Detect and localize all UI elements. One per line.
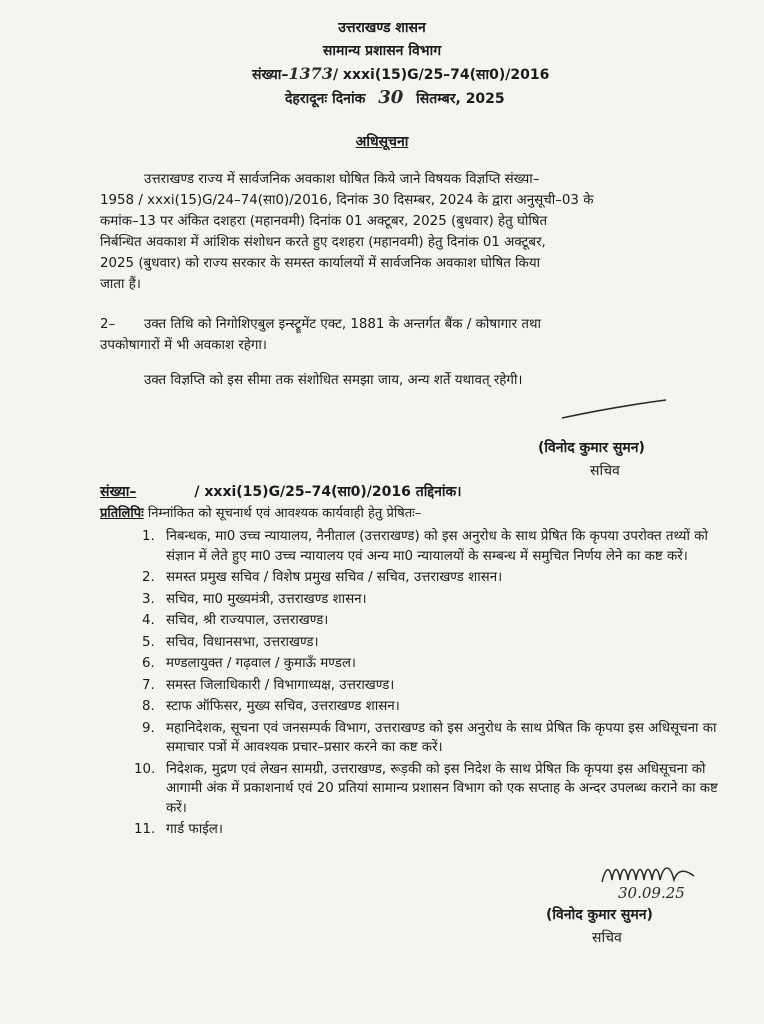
reference-number [252, 64, 549, 84]
list-item-number: 11. [134, 822, 156, 837]
list-item [118, 820, 728, 840]
list-item-text: सचिव, श्री राज्यपाल, उत्तराखण्ड। [166, 613, 329, 628]
list-item-text: समस्त प्रमुख सचिव / विशेष प्रमुख सचिव / सचिव, उत्तराखण्ड शासन। [166, 570, 503, 585]
para2-line: उक्त तिथि को निगोशिएबुल इन्स्ट्रूमेंट एक्ट, 1881 के अन्तर्गत बैंक / कोषागार तथा [144, 317, 541, 332]
copy-intro [100, 503, 421, 521]
handwritten-sign-date: 30.09.25 [618, 884, 685, 902]
para1-line: 1958 / xxxi(15)G/24–74(सा0)/2016, दिनांक 30 दिसम्बर, 2024 के द्वारा अनुसूची–03 के [100, 193, 594, 208]
recipient-list [118, 527, 728, 842]
paragraph-2 [100, 314, 728, 356]
list-item-text: समस्त जिलाधिकारी / विभागाध्यक्ष, उत्तराखण्ड। [166, 677, 395, 693]
list-item [118, 760, 728, 819]
page-title: अधिसूचना [355, 134, 409, 150]
copy-intro-text: निम्नांकित को सूचनार्थ एवं आवश्यक कार्यवाही हेतु प्रेषितः– [147, 506, 422, 521]
list-item [118, 611, 728, 631]
list-item-number: 7. [142, 677, 155, 693]
para1-line: 2025 (बुधवार) को राज्य सरकार के समस्त कार्यालयों में सार्वजनिक अवकाश घोषित किया [100, 256, 541, 271]
copy-intro-label: प्रतिलिपिः [100, 506, 144, 521]
para2-number: 2– [100, 317, 116, 332]
list-item [118, 527, 728, 566]
govt-name: उत्तराखण्ड शासन [338, 20, 426, 36]
ref-handwritten-number: 1373 [288, 64, 333, 83]
para1-line: निर्बन्धित अवकाश में आंशिक संशोधन करते हुए दशहरा (महानवमी) हेतु दिनांक 01 अक्टूबर, [100, 235, 546, 250]
list-item [118, 654, 728, 674]
list-item-text: सचिव, विधानसभा, उत्तराखण्ड। [166, 634, 319, 650]
paragraph-3: उक्त विज्ञप्ति को इस सीमा तक संशोधित समझा जाय, अन्य शर्ते यथावत् रहेगी। [144, 373, 523, 388]
list-item-text: महानिदेशक, सूचना एवं जनसम्पर्क विभाग, उत्तराखण्ड को इस अनुरोध के साथ प्रेषित कि कृपया इस अधिसूचना का समाचार पत्रों में आवश्यक प्रचार–प्रसार करने का कष्ट करें। [166, 720, 717, 755]
copy-reference [100, 482, 462, 501]
signatory-designation-2: सचिव [592, 930, 622, 946]
list-item-text: निबन्धक, मा0 उच्च न्यायालय, नैनीताल (उत्तराखण्ड) को इस अनुरोध के साथ प्रेषित कि कृपया उपरोक्त तथ्यों को संज्ञान में लेते हुए मा0 उच्च न्यायालय एवं अन्य मा0 न्यायालयों के सम्बन्ध में समुचित निर्णय लेने का कष्ट करें। [166, 529, 708, 564]
list-item [118, 676, 728, 696]
signature-stroke-1 [560, 398, 670, 422]
list-item-text: गार्ड फाईल। [166, 822, 223, 837]
list-item-number: 4. [142, 613, 155, 628]
list-item-number: 6. [142, 656, 155, 671]
place-date [285, 87, 505, 108]
para2-line: उपकोषागारों में भी अवकाश रहेगा। [100, 338, 267, 353]
copy-ref-label: संख्या– [100, 484, 137, 500]
handwritten-date: 30 [378, 87, 404, 108]
ref-rest: / xxxi(15)G/25–74(सा0)/2016 [332, 67, 550, 83]
department-name: सामान्य प्रशासन विभाग [322, 43, 442, 59]
list-item-text: स्टाफ ऑफिसर, मुख्य सचिव, उत्तराखण्ड शासन। [166, 699, 400, 714]
list-item-number: 5. [142, 634, 155, 650]
para1-line: उत्तराखण्ड राज्य में सार्वजनिक अवकाश घोषित किये जाने विषयक विज्ञप्ति संख्या– [144, 172, 540, 187]
list-item-number: 3. [142, 591, 155, 607]
list-item-text: मण्डलायुक्त / गढ़वाल / कुमाऊँ मण्डल। [166, 656, 356, 671]
list-item-text: निदेशक, मुद्रण एवं लेखन सामग्री, उत्तराखण्ड, रूड़की को इस निदेश के साथ प्रेषित कि कृपया इस अधिसूचना को आगामी अंक में प्रकाशनार्थ एवं 20 प्रतियां सामान्य प्रशासन विभाग को एक सप्ताह के अन्दर उपलब्ध कराने का कष्ट करें। [166, 761, 718, 816]
list-item-number: 10. [134, 761, 156, 777]
date-rest: सितम्बर, 2025 [416, 91, 505, 107]
paragraph-1 [100, 169, 728, 295]
list-item-number: 8. [142, 699, 155, 714]
signatory-name: (विनोद कुमार सुमन) [538, 440, 645, 456]
list-item [118, 697, 728, 717]
list-item [118, 568, 728, 588]
list-item-text: सचिव, मा0 मुख्यमंत्री, उत्तराखण्ड शासन। [166, 591, 367, 607]
list-item-number: 2. [142, 570, 155, 585]
list-item-number: 9. [142, 720, 155, 736]
para1-line: कमांक–13 पर अंकित दशहरा (महानवमी) दिनांक 01 अक्टूबर, 2025 (बुधवार) हेतु घोषित [100, 214, 548, 229]
signatory-name-2: (विनोद कुमार सुमन) [546, 907, 653, 923]
ref-label: संख्या– [252, 67, 289, 83]
list-item [118, 719, 728, 758]
list-item [118, 590, 728, 610]
signatory-designation: सचिव [590, 463, 620, 479]
place-date-label: देहरादूनः दिनांक [285, 91, 366, 107]
list-item [118, 633, 728, 653]
list-item-number: 1. [142, 529, 155, 544]
copy-ref-rest: / xxxi(15)G/25–74(सा0)/2016 तद्दिनांक। [194, 484, 462, 500]
para1-line: जाता हैं। [100, 277, 141, 292]
